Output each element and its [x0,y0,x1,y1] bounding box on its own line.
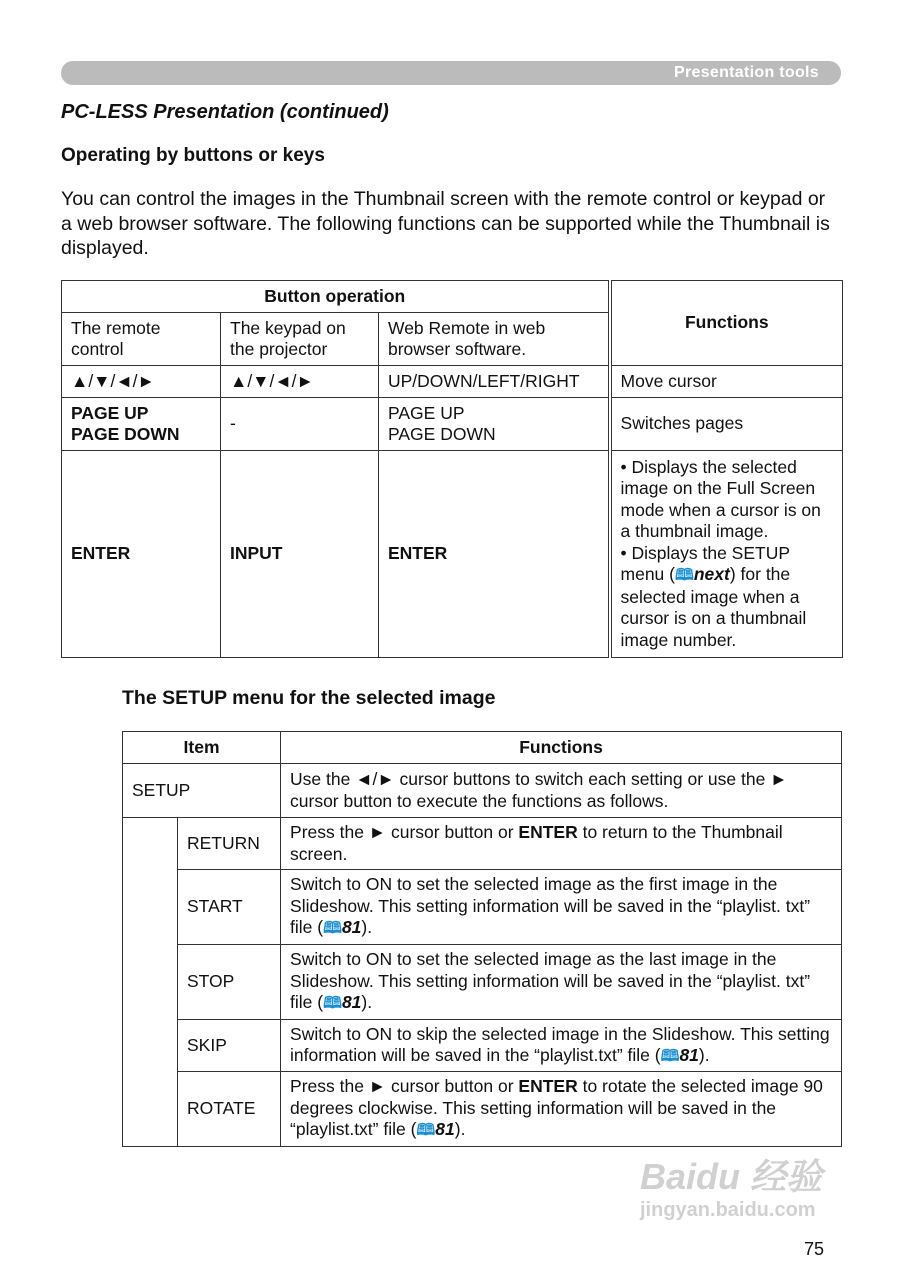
cell-remote: ▲/▼/◄/► [62,366,221,398]
key-name: ENTER [518,1076,578,1097]
cell-web: UP/DOWN/LEFT/RIGHT [379,366,610,398]
web-key: PAGE DOWN [388,424,496,444]
function-text: Switch to ON to skip the selected image in the Slideshow. This setting information will be saved in the “playlist.txt” file ( [290,1023,830,1065]
page-reference[interactable]: 81 [679,1045,699,1065]
function-text: • Displays the selected image on the Full Screen mode when a cursor is on a thumbnail image. [620,456,821,542]
cell-keypad [221,451,379,658]
button-operation-table [61,280,843,658]
web-key: PAGE UP [388,402,465,423]
function-text: ) for the selected image when a cursor is on a thumbnail image number. [620,564,807,650]
cell-item: ROTATE [178,1072,281,1147]
cell-keypad: - [221,398,379,451]
function-text: to rotate the selected image 90 degrees clockwise. This setting information will be saved in the “playlist.txt” file ( [290,1076,823,1140]
watermark-logo: Baidu 经验 [640,1156,823,1197]
book-reference-icon: 🕮 [323,995,342,1013]
table-row [123,945,842,1020]
functions-header: Functions [610,281,843,366]
cell-item: SKIP [178,1020,281,1072]
indent-cell [123,818,178,1147]
cell-item: SETUP [123,764,281,818]
cell-remote [62,398,221,451]
page-reference[interactable]: next [693,564,730,585]
functions-header: Functions [281,732,842,764]
cell-remote [62,451,221,658]
function-text: ). [698,1045,710,1065]
col-header-remote: The remote control [62,313,221,366]
remote-key: PAGE DOWN [71,424,180,444]
section-heading: Operating by buttons or keys [61,145,325,166]
cell-keypad: ▲/▼/◄/► [221,366,379,398]
section-label: Presentation tools [674,64,819,81]
item-header: Item [123,732,281,764]
cell-function: Move cursor [610,366,843,398]
cell-item: RETURN [178,818,281,870]
table-row [123,1072,842,1147]
page-reference[interactable]: 81 [341,917,362,938]
section-header-bar [61,61,841,85]
page-reference[interactable]: 81 [435,1119,455,1140]
remote-key: PAGE UP [71,402,149,423]
page-title: PC-LESS Presentation (continued) [61,101,389,123]
cell-function [281,818,842,870]
cell-function [281,1020,842,1072]
watermark [640,1156,822,1222]
table-row [123,818,842,870]
table-row [62,451,843,658]
function-text: to return to the Thumbnail screen. [290,822,783,864]
keypad-key: INPUT [230,543,283,564]
key-name: ENTER [518,822,578,842]
cell-function [610,451,843,658]
function-text: ). [361,992,373,1013]
table-row [123,764,842,818]
cell-function [281,945,842,1020]
function-text: Switch to ON to set the selected image as the last image in the Slideshow. This setting information will be saved in the “playlist. txt” file ( [290,949,811,1013]
page-number: 75 [804,1239,825,1259]
page-reference[interactable]: 81 [341,992,362,1013]
function-text: Press the ► cursor button or [290,822,519,842]
cell-function: Switches pages [610,398,843,451]
group-header: Button operation [62,281,610,313]
function-text: ). [361,917,373,938]
cell-function [281,1072,842,1147]
col-header-keypad: The keypad on the projector [221,313,379,366]
remote-key: ENTER [71,543,131,564]
setup-menu-table [122,731,842,1147]
cell-item: START [178,870,281,945]
function-text: • Displays the SETUP menu ( [620,542,790,585]
table-row [123,870,842,945]
cell-item: STOP [178,945,281,1020]
book-reference-icon: 🕮 [660,1048,680,1065]
function-text: ). [454,1119,466,1140]
table-row [123,1020,842,1072]
cell-web [379,451,610,658]
web-key: ENTER [388,543,448,564]
book-reference-icon: 🕮 [323,920,342,938]
function-text: Switch to ON to set the selected image as the first image in the Slideshow. This setting information will be saved in the “playlist. txt” file ( [290,874,811,938]
setup-menu-heading: The SETUP menu for the selected image [122,687,496,709]
table-row [62,398,843,451]
cell-function: Use the ◄/► cursor buttons to switch each setting or use the ► cursor button to execute the functions as follows. [281,764,842,818]
intro-paragraph: You can control the images in the Thumbnail screen with the remote control or keypad or a web browser software. The following functions can be supported while the Thumbnail is displayed. [61,188,830,259]
watermark-url: jingyan.baidu.com [640,1199,816,1221]
book-reference-icon: 🕮 [416,1122,436,1140]
col-header-web: Web Remote in web browser software. [379,313,610,366]
cell-function [281,870,842,945]
book-reference-icon: 🕮 [674,567,694,585]
cell-web [379,398,610,451]
function-text: Press the ► cursor button or [290,1076,519,1097]
table-row [62,366,843,398]
